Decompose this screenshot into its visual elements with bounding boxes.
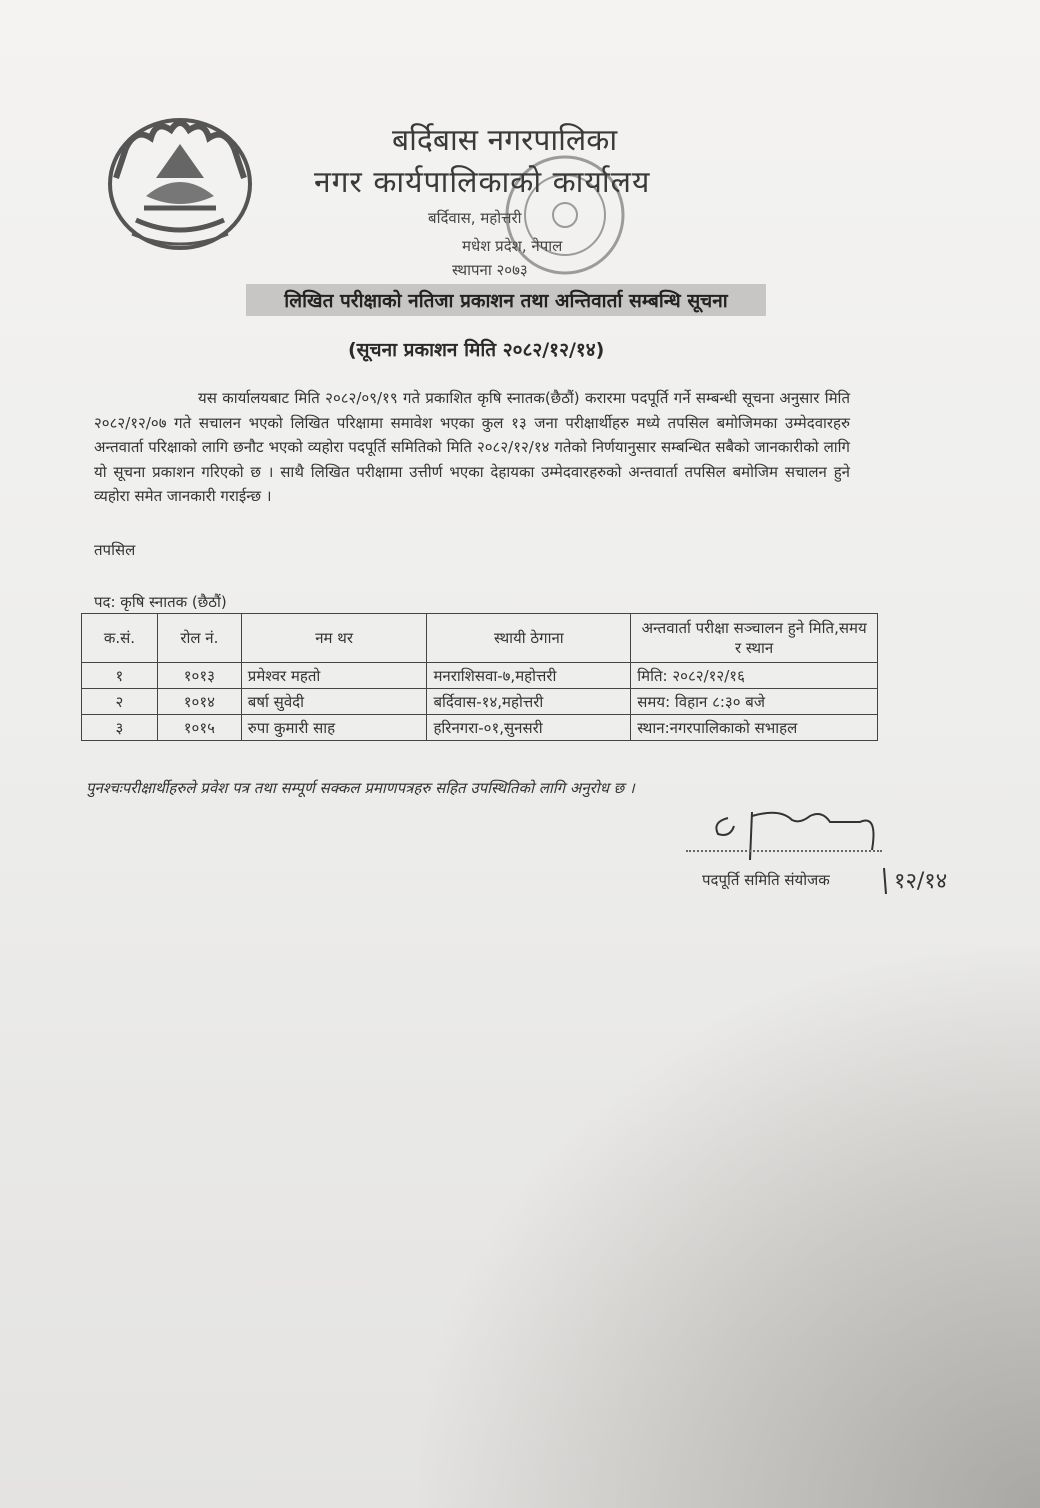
interview-time: समय: विहान ८:३० बजे <box>631 689 878 715</box>
handwritten-date-icon <box>880 860 980 900</box>
office-name: नगर कार्यपालिकाको कार्यालय <box>314 165 651 200</box>
office-district: मधेश प्रदेश, नेपाल <box>462 237 563 255</box>
cell-name: बर्षा सुवेदी <box>241 689 427 715</box>
signature-line <box>686 850 882 852</box>
signature-icon <box>700 804 900 864</box>
table-row <box>82 689 878 715</box>
post-label: पद: कृषि स्नातक (छैठौं) <box>94 593 227 611</box>
postscript-note: पुनश्चःपरीक्षार्थीहरुले प्रवेश पत्र तथा सम्पूर्ण सक्कल प्रमाणपत्रहरु सहित उपस्थितिको लागि अनुरोध छ । <box>86 779 635 797</box>
header-name: नम थर <box>241 614 427 663</box>
header-roll: रोल नं. <box>157 614 241 663</box>
header-address: स्थायी ठेगाना <box>427 614 631 663</box>
cell-sn: १ <box>82 663 158 689</box>
nepal-emblem-icon <box>96 108 264 258</box>
office-address: बर्दिवास, महोत्तरी <box>428 209 522 227</box>
cell-name: रुपा कुमारी साह <box>241 715 427 741</box>
cell-sn: ३ <box>82 715 158 741</box>
interview-date: मिति: २०८२/१२/१६ <box>631 663 878 689</box>
notice-body: यस कार्यालयबाट मिति २०८२/०९/१९ गते प्रकाशित कृषि स्नातक(छैठौं) करारमा पदपूर्ति गर्ने सम्बन्धी सूचना अनुसार मिति २०८२/१२/०७ गते सचालन भएको लिखित परिक्षामा समावेश भएका कुल १३ जना परीक्षार्थीहरु मध्ये तपसिल बमोजिमका उम्मेदवारहरु अन्तवार्ता परिक्षाको लागि छनौट भएको व्यहोरा पदपूर्ति समितिको मिति २०८२/१२/१४ गतेको निर्णयानुसार सम्बन्धित सबैको जानकारीको लागि यो सूचना प्रकाशन गरिएको छ । साथै लिखित परीक्षामा उत्तीर्ण भएका देहायका उम्मेदवारहरुको अन्तवार्ता तपसिल बमोजिम सचालन हुने व्यहोरा समेत जानकारी गराईन्छ । <box>94 389 850 505</box>
header-sn: क.सं. <box>82 614 158 663</box>
table-row <box>82 715 878 741</box>
table-header-row <box>82 614 878 663</box>
cell-name: प्रमेश्वर महतो <box>241 663 427 689</box>
cell-roll: १०१३ <box>157 663 241 689</box>
notice-subject: लिखित परीक्षाको नतिजा प्रकाशन तथा अन्तिवार्ता सम्बन्धि सूचना <box>246 284 766 316</box>
cell-roll: १०१४ <box>157 689 241 715</box>
annex-label: तपसिल <box>94 541 136 559</box>
publication-date: (सूचना प्रकाशन मिति २०८२/१२/१४) <box>348 339 605 361</box>
cell-roll: १०१५ <box>157 715 241 741</box>
cell-address: बर्दिवास-१४,महोत्तरी <box>427 689 631 715</box>
header-interview: अन्तवार्ता परीक्षा सञ्चालन हुने मिति,समय र स्थान <box>631 614 878 663</box>
table-row <box>82 663 878 689</box>
municipality-name: बर्दिबास नगरपालिका <box>392 123 618 158</box>
cell-sn: २ <box>82 689 158 715</box>
candidate-table <box>81 613 878 741</box>
interview-venue: स्थान:नगरपालिकाको सभाहल <box>631 715 878 741</box>
handwritten-date: १२/१४ <box>894 869 948 894</box>
office-established: स्थापना २०७३ <box>452 261 528 279</box>
cell-address: मनराशिसवा-७,महोत्तरी <box>427 663 631 689</box>
cell-address: हरिनगरा-०१,सुनसरी <box>427 715 631 741</box>
photo-shadow <box>420 948 1040 1508</box>
signer-title: पदपूर्ति समिति संयोजक <box>702 871 830 889</box>
